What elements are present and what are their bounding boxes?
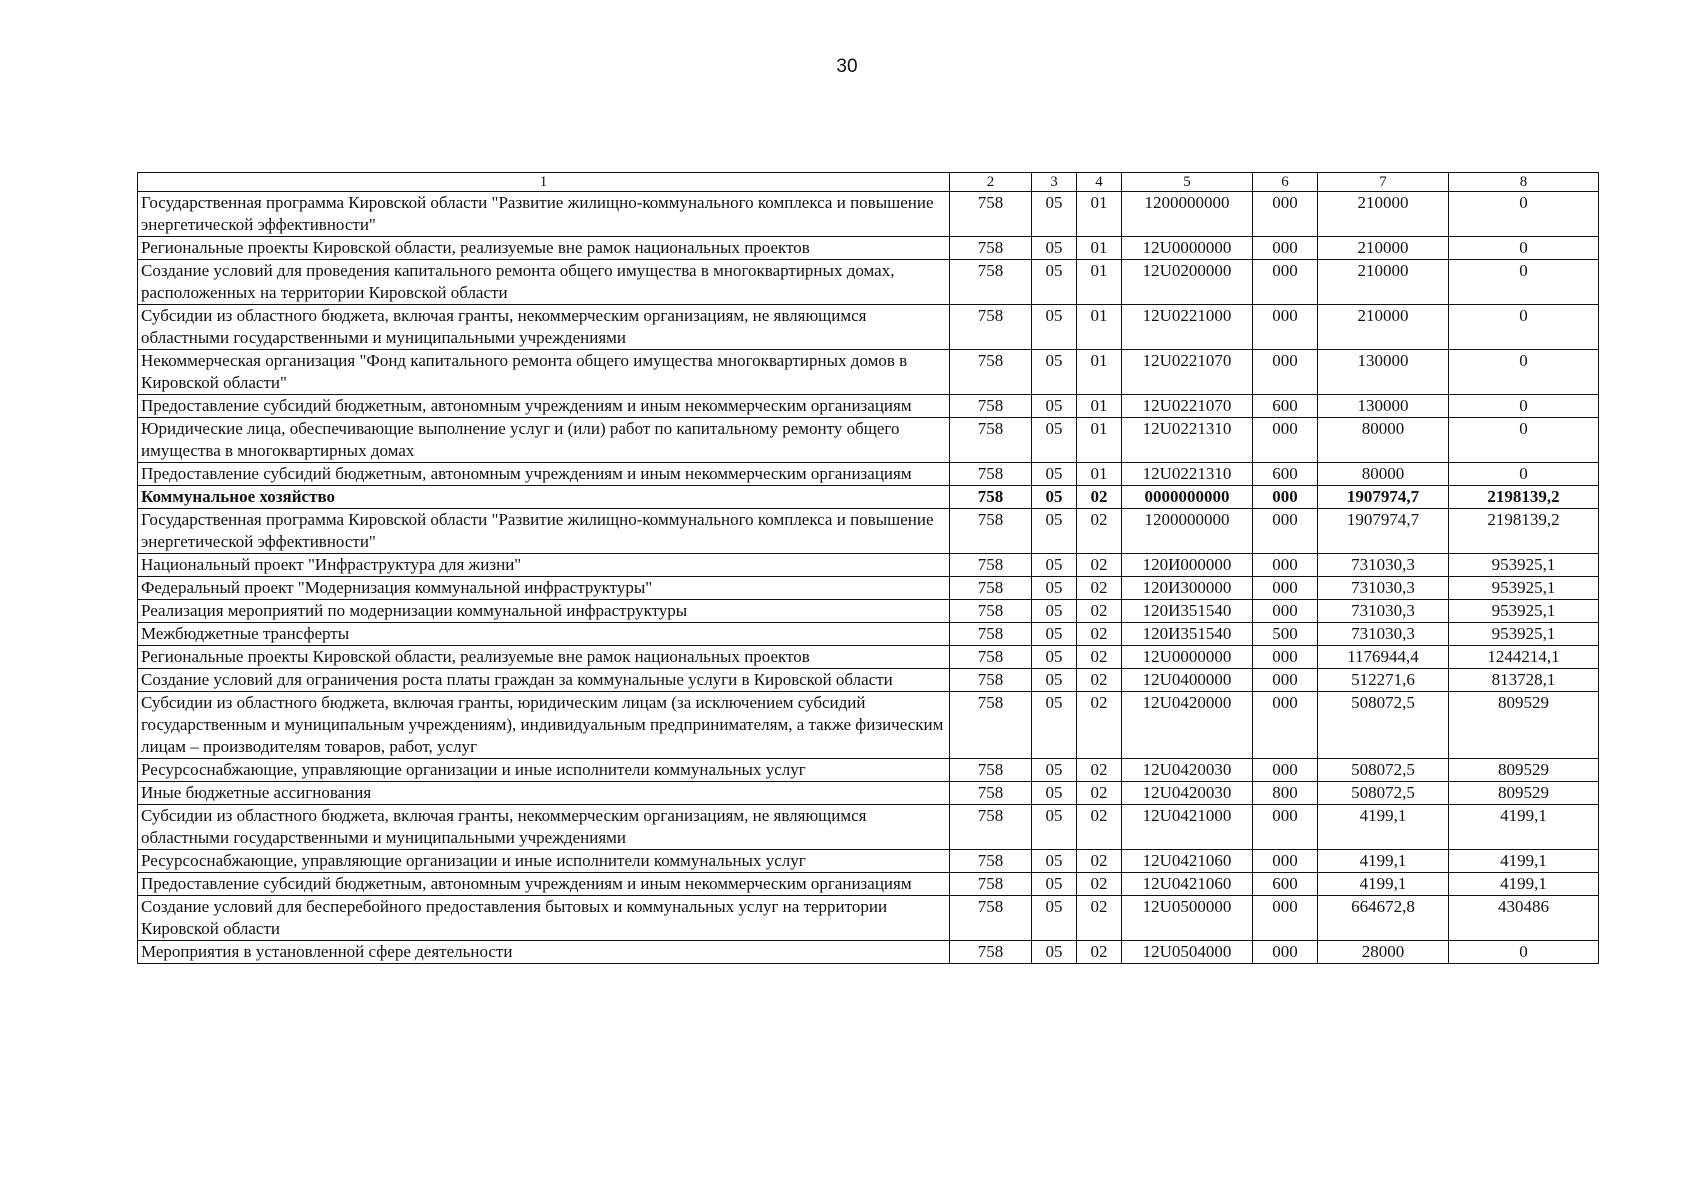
target-article-cell: 12U0000000: [1122, 237, 1253, 260]
target-article-cell: 1200000000: [1122, 509, 1253, 554]
expense-type-cell: 000: [1253, 692, 1318, 759]
row-name-cell: Мероприятия в установленной сфере деятельности: [138, 941, 950, 964]
section-code-cell: 05: [1032, 509, 1077, 554]
expense-type-cell: 500: [1253, 623, 1318, 646]
subsection-code-cell: 01: [1077, 395, 1122, 418]
row-name-cell: Федеральный проект "Модернизация коммунальной инфраструктуры": [138, 577, 950, 600]
target-article-cell: 12U0500000: [1122, 896, 1253, 941]
row-name-cell: Национальный проект "Инфраструктура для жизни": [138, 554, 950, 577]
amount-year-1-cell: 731030,3: [1318, 600, 1449, 623]
amount-year-2-cell: 0: [1449, 237, 1599, 260]
subsection-code-cell: 01: [1077, 463, 1122, 486]
section-code-cell: 05: [1032, 554, 1077, 577]
column-header: 5: [1122, 173, 1253, 192]
row-name-cell: Ресурсоснабжающие, управляющие организации и иные исполнители коммунальных услуг: [138, 850, 950, 873]
row-name-cell: Юридические лица, обеспечивающие выполнение услуг и (или) работ по капитальному ремонту общего имущества в многоквартирных домах: [138, 418, 950, 463]
target-article-cell: 12U0221310: [1122, 418, 1253, 463]
ministry-code-cell: 758: [950, 896, 1032, 941]
subsection-code-cell: 01: [1077, 260, 1122, 305]
target-article-cell: 12U0221000: [1122, 305, 1253, 350]
expense-type-cell: 000: [1253, 759, 1318, 782]
target-article-cell: 120И300000: [1122, 577, 1253, 600]
column-header: 7: [1318, 173, 1449, 192]
row-name-cell: Реализация мероприятий по модернизации коммунальной инфраструктуры: [138, 600, 950, 623]
expense-type-cell: 000: [1253, 669, 1318, 692]
section-code-cell: 05: [1032, 577, 1077, 600]
target-article-cell: 12U0421060: [1122, 850, 1253, 873]
amount-year-2-cell: 0: [1449, 463, 1599, 486]
amount-year-1-cell: 210000: [1318, 260, 1449, 305]
budget-table: [137, 172, 1599, 964]
table-row: [138, 692, 1599, 759]
row-name-cell: Субсидии из областного бюджета, включая гранты, некоммерческим организациям, не являющимся областными государственными и муниципальными учреждениями: [138, 805, 950, 850]
section-code-cell: 05: [1032, 192, 1077, 237]
ministry-code-cell: 758: [950, 692, 1032, 759]
subsection-code-cell: 02: [1077, 554, 1122, 577]
row-name-cell: Субсидии из областного бюджета, включая гранты, юридическим лицам (за исключением субсидий государственным и муниципальным учреждениям), индивидуальным предпринимателям, а также физическим лицам – производителям товаров, работ, услуг: [138, 692, 950, 759]
header-row: [138, 173, 1599, 192]
section-code-cell: 05: [1032, 759, 1077, 782]
row-name-cell: Региональные проекты Кировской области, реализуемые вне рамок национальных проектов: [138, 237, 950, 260]
column-header: 3: [1032, 173, 1077, 192]
amount-year-2-cell: 0: [1449, 350, 1599, 395]
section-code-cell: 05: [1032, 646, 1077, 669]
ministry-code-cell: 758: [950, 350, 1032, 395]
amount-year-1-cell: 130000: [1318, 395, 1449, 418]
table-row: [138, 192, 1599, 237]
table-row: [138, 554, 1599, 577]
amount-year-2-cell: 4199,1: [1449, 850, 1599, 873]
amount-year-1-cell: 731030,3: [1318, 623, 1449, 646]
table-row: [138, 463, 1599, 486]
section-code-cell: 05: [1032, 805, 1077, 850]
subsection-code-cell: 02: [1077, 577, 1122, 600]
table-row: [138, 646, 1599, 669]
ministry-code-cell: 758: [950, 260, 1032, 305]
row-name-cell: Субсидии из областного бюджета, включая гранты, некоммерческим организациям, не являющимся областными государственными и муниципальными учреждениями: [138, 305, 950, 350]
subsection-code-cell: 01: [1077, 350, 1122, 395]
section-code-cell: 05: [1032, 623, 1077, 646]
ministry-code-cell: 758: [950, 759, 1032, 782]
amount-year-1-cell: 664672,8: [1318, 896, 1449, 941]
subsection-code-cell: 02: [1077, 759, 1122, 782]
ministry-code-cell: 758: [950, 782, 1032, 805]
table-row: [138, 873, 1599, 896]
amount-year-2-cell: 0: [1449, 941, 1599, 964]
table-row: [138, 669, 1599, 692]
row-name-cell: Создание условий для бесперебойного предоставления бытовых и коммунальных услуг на территории Кировской области: [138, 896, 950, 941]
section-code-cell: 05: [1032, 237, 1077, 260]
subsection-code-cell: 02: [1077, 896, 1122, 941]
section-code-cell: 05: [1032, 941, 1077, 964]
amount-year-1-cell: 80000: [1318, 463, 1449, 486]
amount-year-2-cell: 809529: [1449, 692, 1599, 759]
column-header: 1: [138, 173, 950, 192]
amount-year-2-cell: 953925,1: [1449, 577, 1599, 600]
ministry-code-cell: 758: [950, 237, 1032, 260]
expense-type-cell: 600: [1253, 873, 1318, 896]
amount-year-1-cell: 1176944,4: [1318, 646, 1449, 669]
table-row: [138, 237, 1599, 260]
amount-year-1-cell: 4199,1: [1318, 873, 1449, 896]
amount-year-1-cell: 1907974,7: [1318, 486, 1449, 509]
amount-year-2-cell: 2198139,2: [1449, 509, 1599, 554]
expense-type-cell: 000: [1253, 646, 1318, 669]
ministry-code-cell: 758: [950, 395, 1032, 418]
section-code-cell: 05: [1032, 600, 1077, 623]
amount-year-1-cell: 80000: [1318, 418, 1449, 463]
expense-type-cell: 800: [1253, 782, 1318, 805]
subsection-code-cell: 02: [1077, 646, 1122, 669]
amount-year-1-cell: 4199,1: [1318, 805, 1449, 850]
target-article-cell: 12U0200000: [1122, 260, 1253, 305]
expense-type-cell: 600: [1253, 395, 1318, 418]
amount-year-1-cell: 508072,5: [1318, 782, 1449, 805]
amount-year-2-cell: 430486: [1449, 896, 1599, 941]
target-article-cell: 120И351540: [1122, 623, 1253, 646]
row-name-cell: Иные бюджетные ассигнования: [138, 782, 950, 805]
amount-year-1-cell: 508072,5: [1318, 759, 1449, 782]
amount-year-1-cell: 210000: [1318, 237, 1449, 260]
amount-year-2-cell: 953925,1: [1449, 623, 1599, 646]
row-name-cell: Региональные проекты Кировской области, реализуемые вне рамок национальных проектов: [138, 646, 950, 669]
subsection-code-cell: 02: [1077, 623, 1122, 646]
table-row: [138, 759, 1599, 782]
amount-year-2-cell: 0: [1449, 260, 1599, 305]
expense-type-cell: 000: [1253, 509, 1318, 554]
section-code-cell: 05: [1032, 486, 1077, 509]
ministry-code-cell: 758: [950, 463, 1032, 486]
amount-year-2-cell: 2198139,2: [1449, 486, 1599, 509]
subsection-code-cell: 02: [1077, 600, 1122, 623]
ministry-code-cell: 758: [950, 623, 1032, 646]
expense-type-cell: 000: [1253, 260, 1318, 305]
ministry-code-cell: 758: [950, 192, 1032, 237]
subsection-code-cell: 02: [1077, 873, 1122, 896]
target-article-cell: 12U0221310: [1122, 463, 1253, 486]
table-row: [138, 600, 1599, 623]
amount-year-2-cell: 953925,1: [1449, 554, 1599, 577]
row-name-cell: Ресурсоснабжающие, управляющие организации и иные исполнители коммунальных услуг: [138, 759, 950, 782]
section-code-cell: 05: [1032, 463, 1077, 486]
subsection-code-cell: 02: [1077, 805, 1122, 850]
target-article-cell: 1200000000: [1122, 192, 1253, 237]
section-code-cell: 05: [1032, 692, 1077, 759]
amount-year-2-cell: 4199,1: [1449, 873, 1599, 896]
section-code-cell: 05: [1032, 305, 1077, 350]
expense-type-cell: 000: [1253, 237, 1318, 260]
subsection-code-cell: 02: [1077, 850, 1122, 873]
expense-type-cell: 000: [1253, 350, 1318, 395]
row-name-cell: Коммунальное хозяйство: [138, 486, 950, 509]
amount-year-2-cell: 809529: [1449, 759, 1599, 782]
target-article-cell: 120И351540: [1122, 600, 1253, 623]
target-article-cell: 12U0221070: [1122, 350, 1253, 395]
row-name-cell: Межбюджетные трансферты: [138, 623, 950, 646]
subsection-code-cell: 01: [1077, 305, 1122, 350]
ministry-code-cell: 758: [950, 873, 1032, 896]
amount-year-2-cell: 809529: [1449, 782, 1599, 805]
target-article-cell: 12U0000000: [1122, 646, 1253, 669]
ministry-code-cell: 758: [950, 646, 1032, 669]
ministry-code-cell: 758: [950, 669, 1032, 692]
amount-year-2-cell: 4199,1: [1449, 805, 1599, 850]
table-row: [138, 350, 1599, 395]
column-header: 2: [950, 173, 1032, 192]
expense-type-cell: 600: [1253, 463, 1318, 486]
amount-year-2-cell: 0: [1449, 305, 1599, 350]
row-name-cell: Предоставление субсидий бюджетным, автономным учреждениям и иным некоммерческим организациям: [138, 395, 950, 418]
ministry-code-cell: 758: [950, 509, 1032, 554]
amount-year-1-cell: 4199,1: [1318, 850, 1449, 873]
expense-type-cell: 000: [1253, 805, 1318, 850]
row-name-cell: Государственная программа Кировской области "Развитие жилищно-коммунального комплекса и повышение энергетической эффективности": [138, 192, 950, 237]
section-code-cell: 05: [1032, 395, 1077, 418]
subsection-code-cell: 02: [1077, 941, 1122, 964]
subsection-code-cell: 01: [1077, 418, 1122, 463]
section-code-cell: 05: [1032, 260, 1077, 305]
table-row: [138, 941, 1599, 964]
subsection-code-cell: 01: [1077, 192, 1122, 237]
ministry-code-cell: 758: [950, 577, 1032, 600]
target-article-cell: 12U0420000: [1122, 692, 1253, 759]
expense-type-cell: 000: [1253, 305, 1318, 350]
section-code-cell: 05: [1032, 896, 1077, 941]
table-row: [138, 418, 1599, 463]
table-row: [138, 305, 1599, 350]
column-header: 6: [1253, 173, 1318, 192]
table-row: [138, 896, 1599, 941]
target-article-cell: 0000000000: [1122, 486, 1253, 509]
table-row: [138, 782, 1599, 805]
table-row: [138, 850, 1599, 873]
ministry-code-cell: 758: [950, 486, 1032, 509]
amount-year-2-cell: 953925,1: [1449, 600, 1599, 623]
section-code-cell: 05: [1032, 350, 1077, 395]
row-name-cell: Предоставление субсидий бюджетным, автономным учреждениям и иным некоммерческим организациям: [138, 873, 950, 896]
column-header: 8: [1449, 173, 1599, 192]
amount-year-2-cell: 0: [1449, 395, 1599, 418]
section-code-cell: 05: [1032, 418, 1077, 463]
target-article-cell: 12U0421060: [1122, 873, 1253, 896]
subsection-code-cell: 02: [1077, 782, 1122, 805]
section-code-cell: 05: [1032, 873, 1077, 896]
section-code-cell: 05: [1032, 850, 1077, 873]
subsection-code-cell: 02: [1077, 669, 1122, 692]
ministry-code-cell: 758: [950, 941, 1032, 964]
target-article-cell: 12U0400000: [1122, 669, 1253, 692]
amount-year-1-cell: 1907974,7: [1318, 509, 1449, 554]
section-code-cell: 05: [1032, 669, 1077, 692]
expense-type-cell: 000: [1253, 486, 1318, 509]
table-row: [138, 623, 1599, 646]
amount-year-2-cell: 0: [1449, 418, 1599, 463]
target-article-cell: 12U0420030: [1122, 782, 1253, 805]
column-header: 4: [1077, 173, 1122, 192]
ministry-code-cell: 758: [950, 554, 1032, 577]
subsection-code-cell: 01: [1077, 237, 1122, 260]
amount-year-2-cell: 813728,1: [1449, 669, 1599, 692]
table-row: [138, 260, 1599, 305]
row-name-cell: Создание условий для ограничения роста платы граждан за коммунальные услуги в Кировской области: [138, 669, 950, 692]
expense-type-cell: 000: [1253, 554, 1318, 577]
target-article-cell: 120И000000: [1122, 554, 1253, 577]
section-code-cell: 05: [1032, 782, 1077, 805]
subsection-code-cell: 02: [1077, 692, 1122, 759]
amount-year-1-cell: 210000: [1318, 305, 1449, 350]
expense-type-cell: 000: [1253, 192, 1318, 237]
ministry-code-cell: 758: [950, 850, 1032, 873]
target-article-cell: 12U0420030: [1122, 759, 1253, 782]
table-row: [138, 509, 1599, 554]
expense-type-cell: 000: [1253, 600, 1318, 623]
amount-year-1-cell: 508072,5: [1318, 692, 1449, 759]
ministry-code-cell: 758: [950, 600, 1032, 623]
amount-year-1-cell: 130000: [1318, 350, 1449, 395]
amount-year-1-cell: 512271,6: [1318, 669, 1449, 692]
expense-type-cell: 000: [1253, 896, 1318, 941]
table-row: [138, 577, 1599, 600]
amount-year-1-cell: 731030,3: [1318, 577, 1449, 600]
amount-year-1-cell: 210000: [1318, 192, 1449, 237]
expense-type-cell: 000: [1253, 418, 1318, 463]
amount-year-1-cell: 28000: [1318, 941, 1449, 964]
target-article-cell: 12U0421000: [1122, 805, 1253, 850]
amount-year-1-cell: 731030,3: [1318, 554, 1449, 577]
table-row: [138, 395, 1599, 418]
row-name-cell: Государственная программа Кировской области "Развитие жилищно-коммунального комплекса и повышение энергетической эффективности": [138, 509, 950, 554]
table-row: [138, 486, 1599, 509]
ministry-code-cell: 758: [950, 418, 1032, 463]
subsection-code-cell: 02: [1077, 486, 1122, 509]
amount-year-2-cell: 1244214,1: [1449, 646, 1599, 669]
expense-type-cell: 000: [1253, 850, 1318, 873]
page-number: 30: [836, 56, 858, 77]
expense-type-cell: 000: [1253, 577, 1318, 600]
row-name-cell: Некоммерческая организация "Фонд капитального ремонта общего имущества многоквартирных домов в Кировской области": [138, 350, 950, 395]
expense-type-cell: 000: [1253, 941, 1318, 964]
ministry-code-cell: 758: [950, 305, 1032, 350]
row-name-cell: Создание условий для проведения капитального ремонта общего имущества в многоквартирных домах, расположенных на территории Кировской области: [138, 260, 950, 305]
amount-year-2-cell: 0: [1449, 192, 1599, 237]
row-name-cell: Предоставление субсидий бюджетным, автономным учреждениям и иным некоммерческим организациям: [138, 463, 950, 486]
subsection-code-cell: 02: [1077, 509, 1122, 554]
table-row: [138, 805, 1599, 850]
ministry-code-cell: 758: [950, 805, 1032, 850]
target-article-cell: 12U0221070: [1122, 395, 1253, 418]
table-body: [138, 173, 1599, 964]
target-article-cell: 12U0504000: [1122, 941, 1253, 964]
